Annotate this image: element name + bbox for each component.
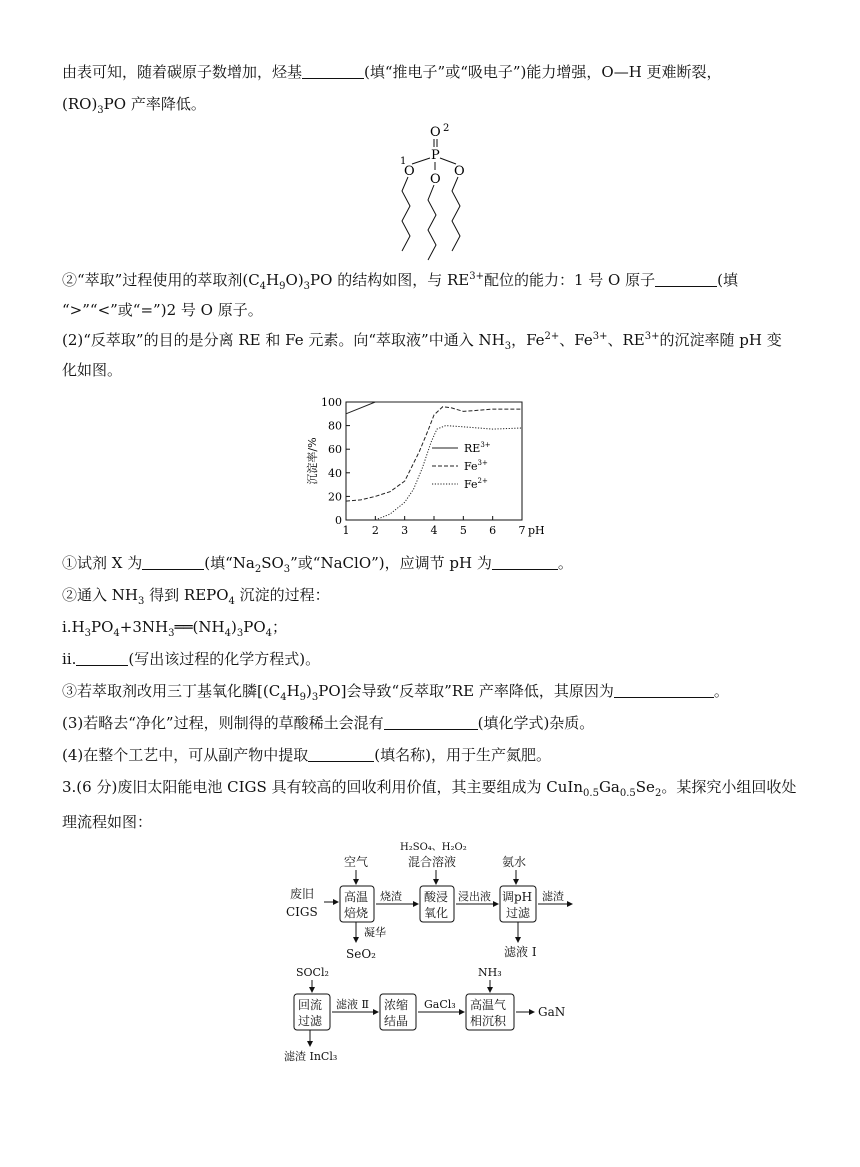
svg-text:回流: 回流: [298, 998, 323, 1012]
structure-diagram: [380, 118, 490, 266]
y-tick-label: 0: [335, 514, 342, 527]
svg-text:调pH: 调pH: [502, 890, 533, 904]
svg-text:酸浸: 酸浸: [424, 890, 449, 904]
y-axis-label: 沉淀率/%: [306, 437, 319, 485]
question-3-intro-2: 理流程如图：: [62, 813, 153, 831]
atom-o-right: O: [454, 164, 465, 179]
atom-o-mid: O: [430, 172, 441, 187]
question-tributyl: ③若萃取剂改用三丁基氧化膦$[(C_4H_9)_3PO]$会导致“反萃取”RE 产率降低，其原因为 。: [62, 682, 729, 703]
atom-p: P: [431, 148, 440, 163]
x-axis-label: pH: [528, 524, 545, 537]
svg-text:高温气: 高温气: [470, 998, 507, 1012]
svg-text:过滤: 过滤: [506, 906, 531, 920]
label-nh3: NH₃: [478, 966, 502, 979]
question-extractant: ②“萃取”过程使用的萃取剂$(C_4H_9O)_3PO$ 的结构如图，与 $RE^{3+}$配位的能力：1 号 O 原子 (填: [62, 271, 738, 292]
series-line-0: [346, 402, 522, 414]
question-extractant-2: “>”“<”或“=”)2 号 O 原子。: [62, 301, 263, 319]
series-line-2: [375, 426, 522, 520]
label-seo2: SeO₂: [346, 947, 376, 961]
answer-blank[interactable]: [76, 651, 128, 666]
label-gacl3: GaCl₃: [424, 998, 456, 1011]
svg-text:相沉积: 相沉积: [470, 1014, 507, 1028]
label-filtrate-2: 滤液 Ⅱ: [336, 998, 369, 1011]
x-tick-label: 1: [342, 524, 350, 537]
answer-blank[interactable]: [142, 555, 204, 570]
reaction-ii: ⅱ. (写出该过程的化学方程式)。: [62, 650, 321, 668]
label-2: 2: [443, 123, 450, 134]
answer-blank[interactable]: [384, 715, 478, 730]
svg-text:高温: 高温: [344, 890, 369, 904]
precipitation-chart: [300, 392, 560, 544]
part-2-text: (2)“反萃取”的目的是分离 RE 和 Fe 元素。向“萃取液”中通入 $NH_3$，$Fe^{2+}$、$Fe^{3+}$、$RE^{3+}$的沉淀率随 pH 变: [62, 331, 782, 352]
atom-o2: O: [430, 125, 441, 140]
x-tick-label: 2: [371, 524, 379, 537]
label-incl3: 滤渣 InCl₃: [284, 1050, 338, 1063]
reaction-i: $ⅰ.H_3PO_4+3NH_3══(NH_4)_3PO_4$；: [62, 618, 288, 639]
label-slag: 烧渣: [380, 890, 402, 903]
svg-text:氧化: 氧化: [424, 906, 449, 920]
flow-diagram: [280, 838, 590, 1066]
plot-frame: [346, 402, 522, 520]
atom-o1: O: [404, 164, 415, 179]
label-acid-top: H₂SO₄、H₂O₂: [400, 842, 467, 853]
x-tick-label: 4: [430, 524, 438, 537]
x-tick-label: 3: [401, 524, 409, 537]
label-1: 1: [400, 156, 407, 167]
answer-blank[interactable]: [614, 683, 714, 698]
answer-blank[interactable]: [655, 272, 717, 287]
answer-blank[interactable]: [492, 555, 558, 570]
question-3-intro: 3.(6 分)废旧太阳能电池 CIGS 具有较高的回收利用价值，其主要组成为 $CuIn_{0.5}Ga_{0.5}Se_2$。某探究小组回收处: [62, 778, 797, 799]
part-4: (4)在整个工艺中，可从副产物中提取 (填名称)，用于生产氮肥。: [62, 746, 551, 764]
answer-blank[interactable]: [308, 747, 374, 762]
part-2-text-2: 化如图。: [62, 361, 123, 379]
question-repo4: ②通入 $NH_3$ 得到 $REPO_4$ 沉淀的过程：: [62, 586, 330, 607]
label-leachate: 浸出液: [458, 890, 491, 903]
x-tick-label: 7: [518, 524, 526, 537]
y-tick-label: 40: [328, 466, 342, 480]
y-tick-label: 20: [328, 490, 342, 504]
question-reagent-x: ①试剂 X 为 (填“$Na_2SO_3$”或“NaClO”)，应调节 pH 为 。: [62, 554, 573, 575]
label-residue: 滤渣: [542, 890, 564, 903]
paragraph-yield: $(RO)_3PO$ 产率降低。: [62, 95, 206, 116]
legend-entry-2: $Fe^{2+}$: [464, 477, 488, 491]
label-ammonia: 氨水: [502, 855, 527, 869]
y-tick-label: 100: [321, 396, 342, 409]
y-tick-label: 60: [328, 443, 342, 457]
legend-entry-1: $Fe^{3+}$: [464, 459, 488, 473]
x-tick-label: 6: [489, 524, 497, 537]
part-3: (3)若略去“净化”过程，则制得的草酸稀土会混有 (填化学式)杂质。: [62, 714, 595, 732]
svg-text:过滤: 过滤: [298, 1014, 323, 1028]
x-tick-label: 5: [459, 524, 467, 537]
label-cigs: CIGS: [286, 905, 318, 919]
svg-text:焙烧: 焙烧: [344, 906, 369, 920]
label-gan: GaN: [538, 1005, 566, 1019]
y-tick-label: 80: [328, 419, 342, 433]
label-waste: 废旧: [290, 887, 315, 901]
paragraph-hydrocarbyl: 由表可知，随着碳原子数增加，烃基 (填“推电子”或“吸电子”)能力增强，O—H 更难断裂，: [62, 63, 722, 81]
label-air: 空气: [344, 855, 369, 869]
label-acid-bottom: 混合溶液: [408, 855, 457, 869]
svg-text:结晶: 结晶: [384, 1014, 409, 1028]
svg-text:浓缩: 浓缩: [384, 998, 409, 1012]
label-filtrate-1: 滤液 Ⅰ: [504, 945, 537, 959]
label-sublimation: 凝华: [364, 926, 386, 939]
label-socl2: SOCl₂: [296, 966, 329, 979]
series-line-1: [346, 407, 522, 501]
legend-entry-0: $RE^{3+}$: [464, 441, 491, 455]
answer-blank[interactable]: [302, 64, 364, 79]
